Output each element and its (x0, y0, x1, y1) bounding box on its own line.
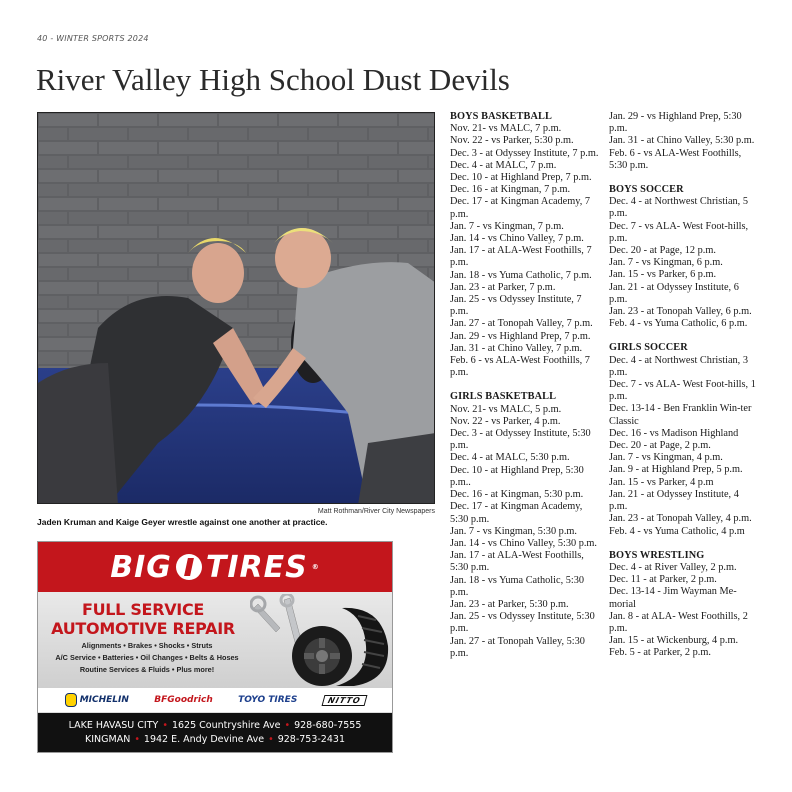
schedule-entry: Jan. 21 - at Odyssey Institute, 4 p.m. (609, 488, 739, 513)
location-1-address: 1625 Countryshire Ave (171, 720, 281, 731)
location-1-phone: 928-680-7555 (294, 720, 362, 731)
section-title: GIRLS BASKETBALL (450, 391, 557, 403)
location-2-address: 1942 E. Andy Devine Ave (143, 734, 265, 745)
schedule-entry: Dec. 7 - vs ALA- West Foot-hills, p.m. (609, 220, 749, 244)
schedule-entry: Feb. 6 - vs ALA-West Foothills, 5:30 p.m. (609, 147, 742, 171)
schedule-column-2 (609, 111, 757, 672)
schedule-entry: Jan. 23 - at Parker, 5:30 p.m. (450, 598, 569, 610)
schedule-entry: Dec. 3 - at Odyssey Institute, 5:30 p.m. (450, 428, 591, 452)
schedule-entry: Dec. 16 - at Kingman, 5:30 p.m. (450, 489, 584, 501)
schedule-entry: Jan. 21 - at Odyssey Institute, 6 p.m. (609, 281, 739, 305)
schedule-entry: Jan. 7 - vs Kingman, 6 p.m. (609, 257, 723, 269)
schedule-entry: Jan. 25 - vs Odyssey Institute, 5:30 p.m. (450, 611, 595, 635)
schedule-entry: Jan. 29 - vs Highland Prep, 7 p.m. (450, 330, 591, 342)
brand-logo (110, 550, 319, 585)
ad-tire-brands (38, 688, 392, 713)
schedule-entry: Dec. 4 - at River Valley, 2 p.m. (609, 561, 737, 573)
michelin-man-icon (65, 693, 77, 707)
michelin-logo: MICHELIN (65, 693, 129, 707)
schedule-section (450, 111, 600, 379)
location-2-phone: 928-753-2431 (277, 734, 345, 745)
brand-right: TIRES (205, 549, 308, 585)
schedule-entry: Nov. 21- vs MALC, 7 p.m. (450, 123, 562, 135)
location-1-city: LAKE HAVASU CITY (68, 720, 159, 731)
schedule-entry: Jan. 23 - at Tonopah Valley, 4 p.m. (609, 513, 752, 525)
page-title: River Valley High School Dust Devils (36, 62, 510, 97)
section-title: BOYS BASKETBALL (450, 111, 552, 122)
schedule-entry: Dec. 4 - at Northwest Christian, 5 p.m. (609, 196, 748, 220)
ad-services-line1: Alignments • Brakes • Shocks • Struts (81, 641, 213, 650)
schedule-entry: Jan. 8 - at ALA- West Foothills, 2 p.m. (609, 610, 748, 634)
section-title: BOYS WRESTLING (609, 549, 705, 561)
schedule-entry: Dec. 16 - vs Madison Highland (609, 427, 739, 439)
schedule-entry: Jan. 7 - vs Kingman, 5:30 p.m. (450, 525, 577, 537)
schedule-entry: Jan. 18 - vs Yuma Catholic, 5:30 p.m. (450, 574, 585, 598)
section-title: BOYS SOCCER (609, 184, 684, 196)
ad-headline-line1: FULL SERVICE (81, 600, 205, 619)
schedule-entry: Jan. 29 - vs Highland Prep, 5:30 p.m. (609, 111, 742, 135)
section-title: GIRLS SOCCER (609, 342, 688, 354)
schedule-entry: Dec. 10 - at Highland Prep, 7 p.m. (450, 172, 592, 184)
brand-left: BIG (110, 549, 172, 585)
schedule-entry: Dec. 4 - at MALC, 7 p.m. (450, 159, 557, 171)
schedule-entry: Dec. 7 - vs ALA- West Foot-hills, 1 p.m. (609, 379, 756, 403)
schedule-entry: Jan. 31 - at Chino Valley, 5:30 p.m. (609, 135, 755, 147)
schedule-section (609, 111, 757, 172)
schedule-entry: Jan. 17 - at ALA-West Foothills, 7 p.m. (450, 245, 592, 269)
schedule-entry: Jan. 17 - at ALA-West Foothills, 5:30 p.m. (450, 550, 584, 574)
schedule-entry: Jan. 15 - vs Parker, 4 p.m (609, 476, 714, 488)
schedule-entry: Jan. 25 - vs Odyssey Institute, 7 p.m. (450, 294, 582, 318)
schedule-entry: Jan. 15 - at Wickenburg, 4 p.m. (609, 635, 739, 647)
schedule-entry: Jan. 14 - vs Chino Valley, 5:30 p.m. (450, 537, 598, 549)
schedule-section (609, 184, 757, 330)
toyo-tires-logo: TOYO TIRES (238, 695, 298, 705)
schedule-entry: Dec. 4 - at Northwest Christian, 3 p.m. (609, 354, 748, 378)
schedule-entry: Feb. 4 - vs Yuma Catholic, 6 p.m. (609, 318, 748, 330)
bfgoodrich-logo: BFGoodrich (154, 695, 213, 705)
tire-wrench-icon (250, 594, 390, 686)
schedule-section (450, 391, 600, 659)
schedule-entry: Feb. 6 - vs ALA-West Foothills, 7 p.m. (450, 355, 590, 379)
schedule-entry: Dec. 16 - at Kingman, 7 p.m. (450, 184, 571, 196)
registered-mark: ® (311, 563, 320, 571)
schedule-entry: Jan. 31 - at Chino Valley, 7 p.m. (450, 342, 583, 354)
schedule-entry: Jan. 9 - at Highland Prep, 5 p.m. (609, 464, 743, 476)
schedule-entry: Jan. 27 - at Tonopah Valley, 5:30 p.m. (450, 635, 585, 659)
schedule-entry: Nov. 21- vs MALC, 5 p.m. (450, 403, 562, 415)
schedule-entry: Dec. 13-14 - Ben Franklin Win-ter Classic (609, 403, 752, 427)
schedule-column-1 (450, 111, 600, 672)
schedule-entry: Dec. 13-14 - Jim Wayman Me-morial (609, 586, 737, 610)
ad-banner (38, 542, 392, 592)
ad-services-line3: Routine Services & Fluids • Plus more! (79, 665, 215, 674)
schedule-entry: Jan. 23 - at Tonopah Valley, 6 p.m. (609, 306, 752, 318)
wrestling-photo (37, 112, 435, 504)
brand-o-icon (176, 554, 202, 580)
schedule-entry: Jan. 18 - vs Yuma Catholic, 7 p.m. (450, 269, 592, 281)
schedule-entry: Dec. 17 - at Kingman Academy, 7 p.m. (450, 196, 591, 220)
schedule-entry: Jan. 7 - vs Kingman, 4 p.m. (609, 452, 723, 464)
schedule-entry: Nov. 22 - vs Parker, 5:30 p.m. (450, 135, 574, 147)
location-2-city: KINGMAN (85, 734, 131, 745)
schedule-entry: Jan. 23 - at Parker, 7 p.m. (450, 281, 556, 293)
section-label: 40 - WINTER SPORTS 2024 (37, 34, 149, 43)
schedule-entry: Jan. 14 - vs Chino Valley, 7 p.m. (450, 233, 584, 245)
schedule-entry: Jan. 7 - vs Kingman, 7 p.m. (450, 220, 564, 232)
ad-headline-line2: AUTOMOTIVE REPAIR (51, 619, 235, 638)
ad-service-panel (38, 592, 392, 688)
schedule-entry: Dec. 17 - at Kingman Academy, 5:30 p.m. (450, 501, 583, 525)
schedule-section (609, 342, 757, 537)
schedule-entry: Jan. 15 - vs Parker, 6 p.m. (609, 269, 717, 281)
schedule-entry: Dec. 4 - at MALC, 5:30 p.m. (450, 452, 570, 464)
ad-service-list (42, 640, 252, 676)
schedule-entry: Dec. 20 - at Page, 2 p.m. (609, 440, 711, 452)
schedule-entry: Nov. 22 - vs Parker, 4 p.m. (450, 415, 561, 427)
ad-location-1: LAKE HAVASU CITY • 1625 Countryshire Ave • 928-680-7555 (68, 720, 362, 731)
schedule-entry: Jan. 27 - at Tonopah Valley, 7 p.m. (450, 318, 593, 330)
schedule-entry: Feb. 4 - vs Yuma Catholic, 4 p.m (609, 525, 745, 537)
ad-headline (48, 600, 238, 638)
schedule-entry: Feb. 5 - at Parker, 2 p.m. (609, 647, 711, 659)
ad-location-2: KINGMAN • 1942 E. Andy Devine Ave • 928-753-2431 (85, 734, 345, 745)
nitto-logo: NITTO (321, 695, 367, 706)
ad-services-line2: A/C Service • Batteries • Oil Changes • Belts & Hoses (55, 653, 239, 662)
schedule-section (609, 550, 757, 660)
ad-locations (38, 713, 392, 753)
schedule-entry: Dec. 20 - at Page, 12 p.m. (609, 245, 716, 257)
big-o-tires-ad (37, 541, 393, 753)
photo-credit: Matt Rothman/River City Newspapers (317, 508, 435, 515)
schedule-entry: Dec. 11 - at Parker, 2 p.m. (609, 574, 717, 586)
photo-caption: Jaden Kruman and Kaige Geyer wrestle against one another at practice. (37, 517, 328, 527)
schedule-entry: Dec. 3 - at Odyssey Institute, 7 p.m. (450, 147, 599, 159)
schedule-entry: Dec. 10 - at Highland Prep, 5:30 p.m.. (450, 464, 584, 488)
